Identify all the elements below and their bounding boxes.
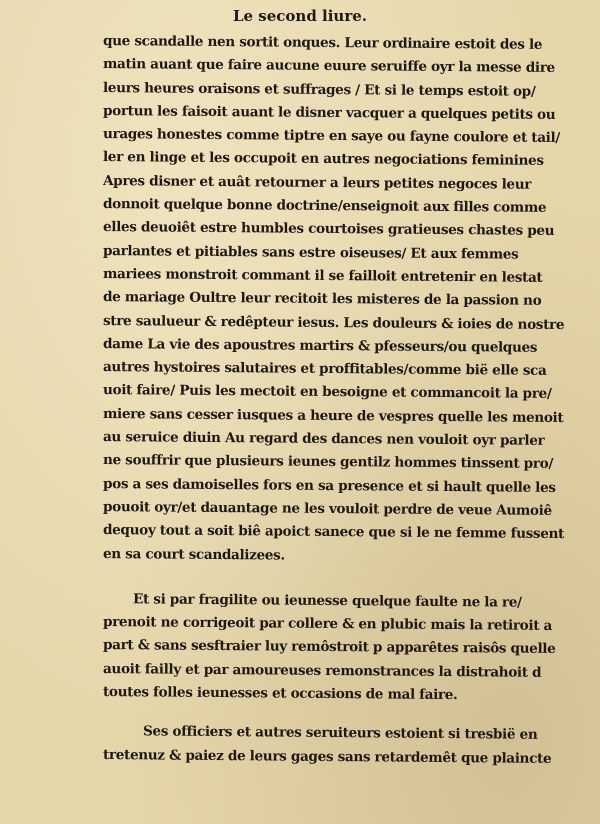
text-line: mariees monstroit commant il se failloit entretenir en lestat [102,265,543,286]
text-line: autres hystoires salutaires et proffitables/comme bië elle sca [102,359,547,380]
text-line: prenoit ne corrigeoit par collere & en plubic mais la retiroit a [102,614,553,635]
text-line: Apres disner et auât retourner a leurs petites negoces leur [102,172,532,193]
paragraph-2 [103,588,593,704]
text-line: ne souffrir que plusieurs ieunes gentilz hommes tinssent pro/ [102,452,554,473]
text-line: portun les faisoit auant le disner vacquer a quelques petits ou [102,102,556,123]
text-line: donnoit quelque bonne doctrine/enseignoit aux filles comme [102,196,547,216]
text-line: urages honestes comme tiptre en saye ou fayne coulore et tail/ [102,126,561,147]
text-line: dequoy tout a soit biê apoict sanece que si le ne femme fussent [102,522,565,543]
text-line: stre saulueur & redêpteur iesus. Les douleurs & ioies de nostre [102,312,565,333]
paragraph-3 [103,720,593,767]
text-line: part & sans sesftraier luy remôstroit p apparêtes raisôs quelle [102,637,556,658]
text-line: dame La vie des apoustres martirs & pfesseurs/ou quelques [102,335,538,356]
text-line: auoit failly et par amoureuses remonstrances la distrahoit d [102,660,542,681]
paragraph-1 [103,30,593,566]
text-line: tretenuz & paiez de leurs gages sans retardemêt que plaincte [102,746,552,767]
text-line: de mariage Oultre leur recitoit les misteres de la passion no [102,289,542,310]
text-line: que scandalle nen sortit onques. Leur ordinaire estoit des le [102,33,543,53]
text-line: au seruice diuin Au regard des dances nen vouloit oyr parler [102,429,545,449]
text-line: pos a ses damoiselles fors en sa presence et si hault quelle les [102,475,556,496]
text-line: pouoit oyr/et dauantage ne les vouloit perdre de veue Aumoiê [102,498,552,519]
text-line: elles deuoiêt estre humbles courtoises gratieuses chastes peu [102,219,555,240]
running-header: Le second liure. [232,7,368,25]
text-line: ler en linge et les occupoit en autres negociations feminines [102,149,544,170]
text-line: leurs heures oraisons et suffrages / Et si le temps estoit op/ [102,79,536,100]
text-line: matin auant que faire aucune euure seruiffe oyr la messe dire [102,56,555,77]
text-line: miere sans cesser iusques a heure de vespres quelle les menoit [102,405,564,426]
text-line: toutes folles ieunesses et occasions de mal faire. [102,684,458,704]
text-line: parlantes et pitiables sans estre oiseuses/ Et aux femmes [102,242,519,263]
text-line: Et si par fragilite ou ieunesse quelque faulte ne la re/ [132,591,522,611]
text-line: Ses officiers et autres seruiteurs estoient si tresbië en [142,723,538,744]
page-text [103,30,593,767]
text-line: en sa court scandalizees. [102,545,285,564]
text-line: uoit faire/ Puis les mectoit en besoigne et commancoit la pre/ [102,382,552,403]
